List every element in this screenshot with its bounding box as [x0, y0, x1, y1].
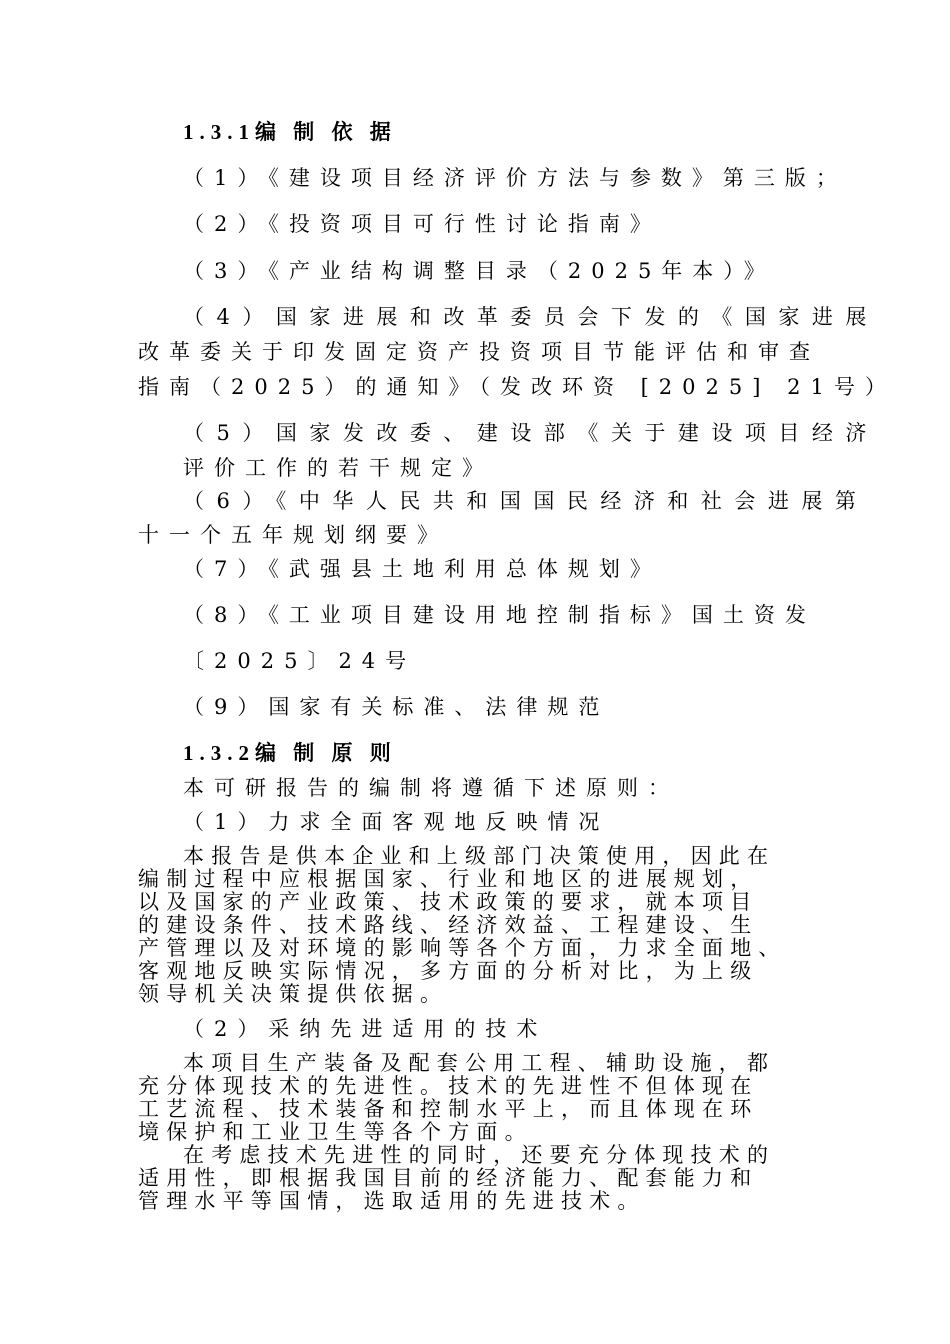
basis-item-2: （2）《投资项目可行性讨论指南》 — [183, 212, 661, 236]
principle-2-line-6: 适用性，即根据我国目前的经济能力、配套能力和 — [138, 1166, 759, 1190]
principle-2-line-1: 本项目生产装备及配套公用工程、辅助设施，都 — [183, 1051, 776, 1075]
principle-1-line-5: 产管理以及对环境的影响等各个方面，力求全面地、 — [138, 936, 787, 960]
principle-2-line-5: 在考虑技术先进性的同时，还要充分体现技术的 — [183, 1143, 776, 1167]
principles-intro: 本可研报告的编制将遵循下述原则： — [183, 776, 679, 800]
principle-1-line-2: 编制过程中应根据国家、行业和地区的进展规划， — [138, 867, 759, 891]
principle-2-line-7: 管理水平等国情，选取适用的先进技术。 — [138, 1189, 646, 1213]
principle-1-line-6: 客观地反映实际情况，多方面的分析对比，为上级 — [138, 959, 759, 983]
basis-item-7: （7）《武强县土地利用总体规划》 — [183, 557, 661, 581]
basis-item-8-continued: 〔2025〕24号 — [183, 649, 417, 673]
principle-1-line-4: 的建设条件、技术路线、经济效益、工程建设、生 — [138, 913, 759, 937]
basis-item-5-line-1: （5）国家发改委、建设部《关于建设项目经济 — [183, 421, 879, 445]
basis-item-5-line-2: 评价工作的若干规定》 — [183, 456, 493, 480]
basis-item-8: （8）《工业项目建设用地控制指标》国土资发 — [183, 603, 816, 627]
basis-item-1: （1）《建设项目经济评价方法与参数》第三版； — [183, 166, 847, 190]
section-heading-1-3-1: 1.3.1编 制 依 据 — [183, 120, 397, 144]
basis-item-6-line-2: 十一个五年规划纲要》 — [138, 523, 448, 547]
principle-2-title: （2）采纳先进适用的技术 — [183, 1017, 548, 1041]
basis-item-4-line-1: （4）国家进展和改革委员会下发的《国家进展 — [183, 305, 879, 329]
principle-1-line-3: 以及国家的产业政策、技术政策的要求，就本项目 — [138, 890, 759, 914]
basis-item-6-line-1: （6）《中华人民共和国国民经济和社会进展第 — [183, 489, 869, 513]
principle-1-title: （1）力求全面客观地反映情况 — [183, 810, 610, 834]
basis-item-9: （9）国家有关标准、法律规范 — [183, 695, 610, 719]
principle-1-line-7: 领导机关决策提供依据。 — [138, 982, 449, 1006]
basis-item-3: （3）《产业结构调整目录（2025年本）》 — [183, 259, 775, 283]
principle-1-line-1: 本报告是供本企业和上级部门决策使用，因此在 — [183, 844, 776, 868]
basis-item-4-line-2: 改革委关于印发固定资产投资项目节能评估和审查 — [138, 340, 820, 364]
section-heading-1-3-2: 1.3.2编 制 原 则 — [183, 741, 397, 765]
basis-item-4-line-3: 指南（2025）的通知》（发改环资 [2025] 21号） — [138, 375, 896, 399]
principle-2-line-4: 境保护和工业卫生等各个方面。 — [138, 1120, 533, 1144]
principle-2-line-3: 工艺流程、技术装备和控制水平上，而且体现在环 — [138, 1097, 759, 1121]
principle-2-line-2: 充分体现技术的先进性。技术的先进性不但体现在 — [138, 1074, 759, 1098]
